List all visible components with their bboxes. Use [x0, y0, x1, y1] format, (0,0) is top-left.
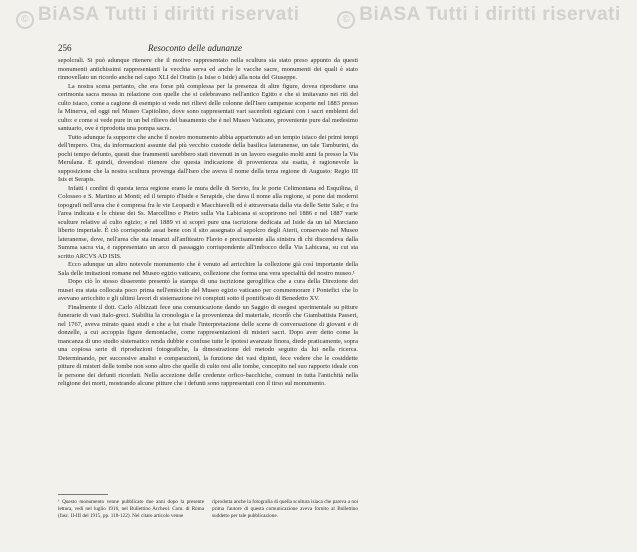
paragraph: Tutto adunque fa supporre che anche il nostro monumento abbia appartenuto ad un tempio isiaco dei primi tempi dell'impero. Ora, da informazioni assunte dal più vecchio custode della basilica lateranense, un tale Tamburini, da pochi tempo defunto, questi due frammenti sarebbero stati rinvenuti in un lavoro eseguito molti anni fa presso la Via Merulana. È quindi, dovendosi ritenere che questa indicazione di provenienza sia esatta, è ragionevole la supposizione che la nostra scultura provenga dall'Iseo che aveva il nome della terza regione di Augusto: Regio III Isis et Serapis.: [58, 133, 358, 183]
running-title: Resoconto delle adunanze: [148, 43, 242, 53]
paragraph: Dopo ciò lo stesso disserente presentò la stampa di una iscrizione geroglifica che a cura della Direzione dei musei era stata collocata poco prima nell'emiciclo del Museo egizio vaticano per commemorare i Pontefici che lo avevano arricchito e gli ultimi lavori di sistemazione ivi compiuti sotto il pontificato di Benedetto XV.: [58, 278, 358, 302]
footnote-right: riprodotta anche la fotografia di quella scultura isiaca che pareva a noi prima l'autore di questa comunicazione aveva fornito al Bullettino suddetto per tale pubblicazione.: [212, 499, 358, 519]
footnote-left: ¹ Questo monumento venne pubblicato due anni dopo la presente lettura, vedi nel luglio 1916, nel Bullettino Archeol. Com. di Roma (fasc. II-III del 1915, pp. 118-122). Nel citato articolo venne: [58, 499, 204, 519]
copyright-icon: ©: [337, 11, 355, 29]
body-text: [58, 57, 358, 487]
paragraph: Finalmente il dott. Carlo Albizzati fece una comunicazione dando un Saggio di esegesi sperimentale su pitture funerarie di vasi italo-greci. Stabilita la cronologia e la provenienza del materiale, ricordò che Giambattista Passeri, nel 1767, aveva mirato quasi studi e che a lui risale l'interpretazione delle scene di conversazione di giovani e di donzelle, a cui accoppia figure demoniache, come rappresentazioni di misteri sacri. Dopo aver detto come la mancanza di uno studio sistematico renda dubbie e confuse tutte le ipotesi avanzate finora, diede praticamente, sopra una copiosa serie di riproduzioni fotografiche, la dimostrazione del metodo seguito da lui nella ricerca. Determinando, per successive analisi e comparazioni, la funzione dei vasi dipinti, fece vedere che le cosiddette pitture di misteri delle tombe non sono altro che quelle di culto resi alle tombe, concepito nel suo rapporto ideale con le persone dei defunti ricordati. Nella accezione delle credenze orfico-bacchiche, comuni in tutta l'antichità nella religione dei morti, mostrando alcune pitture che i defunti sono rappresentati con il tirso sul monumento.: [58, 303, 358, 387]
copyright-icon: ©: [16, 11, 34, 29]
watermark-left: © BiASA Tutti i diritti riservati: [16, 4, 299, 25]
page-number: 256: [58, 43, 72, 53]
footnotes: [58, 499, 358, 541]
footnote-rule: [58, 494, 108, 495]
watermark: [0, 4, 621, 29]
paragraph: sepolcrali. Si può adunque ritenere che il motivo rappresentato nella scultura sia stato preso appunto da questi monumenti antichissimi rappresentanti la vecchia serva ed anche le vacche sacre, monumenti dei quali è stato rinnovellato un ricordo anche nel capo XLI del Oratio (a Isise o Iside) alla nota del Giuseppe.: [58, 57, 358, 81]
paragraph: Ecco adunque un altro notevole monumento che è venuto ad arricchire la collezione già così importante della Sala delle imitazioni romane nel Museo egizio vaticano, collezione che forma una vera specialità del nostro museo.¹: [58, 261, 358, 277]
paragraph: La nostra scena pertanto, che era forse più complessa per la presenza di altre figure, dovea riprodurre una cerimonia sacra messa in relazione con quelle che si celebravano nell'antico Egitto e che si imitavano nei riti del culto isiaco, come a cagione di esempio si vede nei rilievi delle colonne dell'Iseo campense scoperte nel 1883 presso la Minerva, ed oggi nel Museo Capitolino, dove sono rappresentati vari sacerdoti egiziani con i sacri emblemi del culto: e come si vede pure in un bel rilievo del basamento che è nel Museo Vaticano, proveniente pure dal medesimo santuario, ove è riprodotta una pompa sacra.: [58, 82, 358, 132]
paragraph: Infatti i confini di questa terza regione erano le mura delle di Servio, fra le porte Celimontana ed Esquilina, il Colosseo e S. Martino ai Monti; ed il tempio d'Iside e Serapide, che dava il nome alla regione, si pone dai moderni topografi nell'area che è compresa fra le vie Leopardi e Macchiavelli ed è attraversata dalla via delle Sette Sale; e fra l'area indicata e le chiese dei Ss. Marcellino e Pietro sulla Via Labicana si scoprirono nel 1886 e nel 1887 varie sculture relative al culto egizio; e nel 1889 vi si scoprì pure una iscrizione dedicata ad Iside da un tal Marciano liberto imperiale. È ciò corrisponde assai bene con il sito assegnato al sepolcro degli Aterii, conservato nel Museo lateranense, dove, nell'area che sta innanzi all'anfiteatro Flavio e precisamente alla sinistra di chi discendeva dalla Summa sacra via, è rappresentato un arco di passaggio corrispondente all'imbocco della Via Labicana, su cui sta scritto ARCVS AD ISIS.: [58, 184, 358, 260]
page-header: [58, 43, 358, 53]
watermark-right: © BiASA Tutti i diritti riservati: [337, 4, 620, 25]
